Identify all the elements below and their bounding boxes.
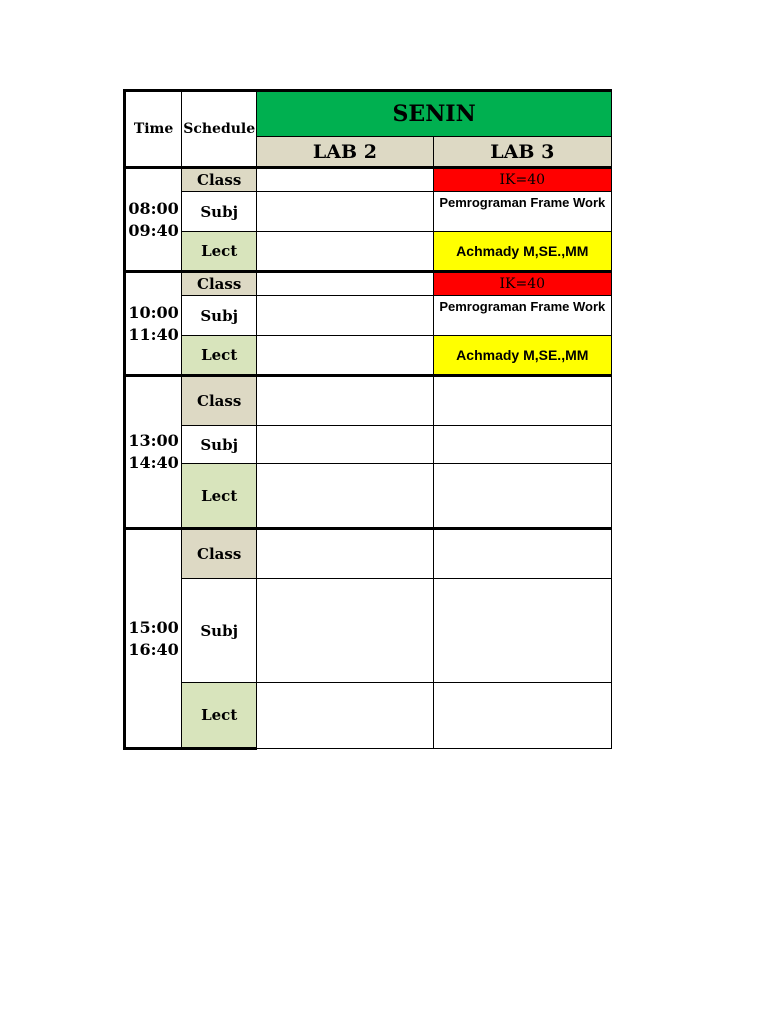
class-label: Class xyxy=(182,529,257,579)
subj-label: Subj xyxy=(182,296,257,336)
slot-end-time: 11:40 xyxy=(128,324,179,344)
lab3-subj-cell xyxy=(433,579,611,683)
lect-label: Lect xyxy=(182,683,257,749)
slot-start-time: 10:00 xyxy=(128,302,179,322)
lab3-subj-cell xyxy=(433,426,611,464)
day-header: SENIN xyxy=(257,91,612,137)
lab2-lect-cell xyxy=(257,683,433,749)
time-slot xyxy=(125,376,182,529)
lab2-lect-cell xyxy=(257,336,433,376)
lab3-class-cell xyxy=(433,376,611,426)
slot-end-time: 16:40 xyxy=(128,639,179,659)
lab2-class-cell xyxy=(257,376,433,426)
schedule-table xyxy=(123,89,612,750)
lab3-lect-cell xyxy=(433,683,611,749)
lab3-class-cell: IK=40 xyxy=(433,168,611,192)
slot-end-time: 14:40 xyxy=(128,453,179,472)
time-header: Time xyxy=(125,91,182,168)
schedule-header: Schedule xyxy=(182,91,257,168)
lab3-subj-cell: Pemrograman Frame Work xyxy=(433,192,611,232)
lab2-class-cell xyxy=(257,168,433,192)
lab3-header: LAB 3 xyxy=(433,137,611,168)
lab2-subj-cell xyxy=(257,579,433,683)
time-slot xyxy=(125,529,182,749)
lab3-class-cell xyxy=(433,529,611,579)
class-label: Class xyxy=(182,272,257,296)
lab3-lect-cell: Achmady M,SE.,MM xyxy=(433,336,611,376)
lab3-class-cell: IK=40 xyxy=(433,272,611,296)
slot-start-time: 15:00 xyxy=(128,617,179,637)
lab2-class-cell xyxy=(257,529,433,579)
lab2-subj-cell xyxy=(257,192,433,232)
subj-label: Subj xyxy=(182,579,257,683)
lab2-lect-cell xyxy=(257,232,433,272)
subj-label: Subj xyxy=(182,426,257,464)
lab3-subj-cell: Pemrograman Frame Work xyxy=(433,296,611,336)
lect-label: Lect xyxy=(182,464,257,529)
lab2-subj-cell xyxy=(257,296,433,336)
lab2-subj-cell xyxy=(257,426,433,464)
class-label: Class xyxy=(182,168,257,192)
slot-end-time: 09:40 xyxy=(128,220,179,240)
slot-start-time: 08:00 xyxy=(128,198,179,218)
slot-start-time: 13:00 xyxy=(128,431,179,450)
class-label: Class xyxy=(182,376,257,426)
lab3-lect-cell: Achmady M,SE.,MM xyxy=(433,232,611,272)
lab2-header: LAB 2 xyxy=(257,137,433,168)
lab2-lect-cell xyxy=(257,464,433,529)
lect-label: Lect xyxy=(182,336,257,376)
subj-label: Subj xyxy=(182,192,257,232)
lect-label: Lect xyxy=(182,232,257,272)
time-slot xyxy=(125,272,182,376)
lab3-lect-cell xyxy=(433,464,611,529)
lab2-class-cell xyxy=(257,272,433,296)
time-slot xyxy=(125,168,182,272)
